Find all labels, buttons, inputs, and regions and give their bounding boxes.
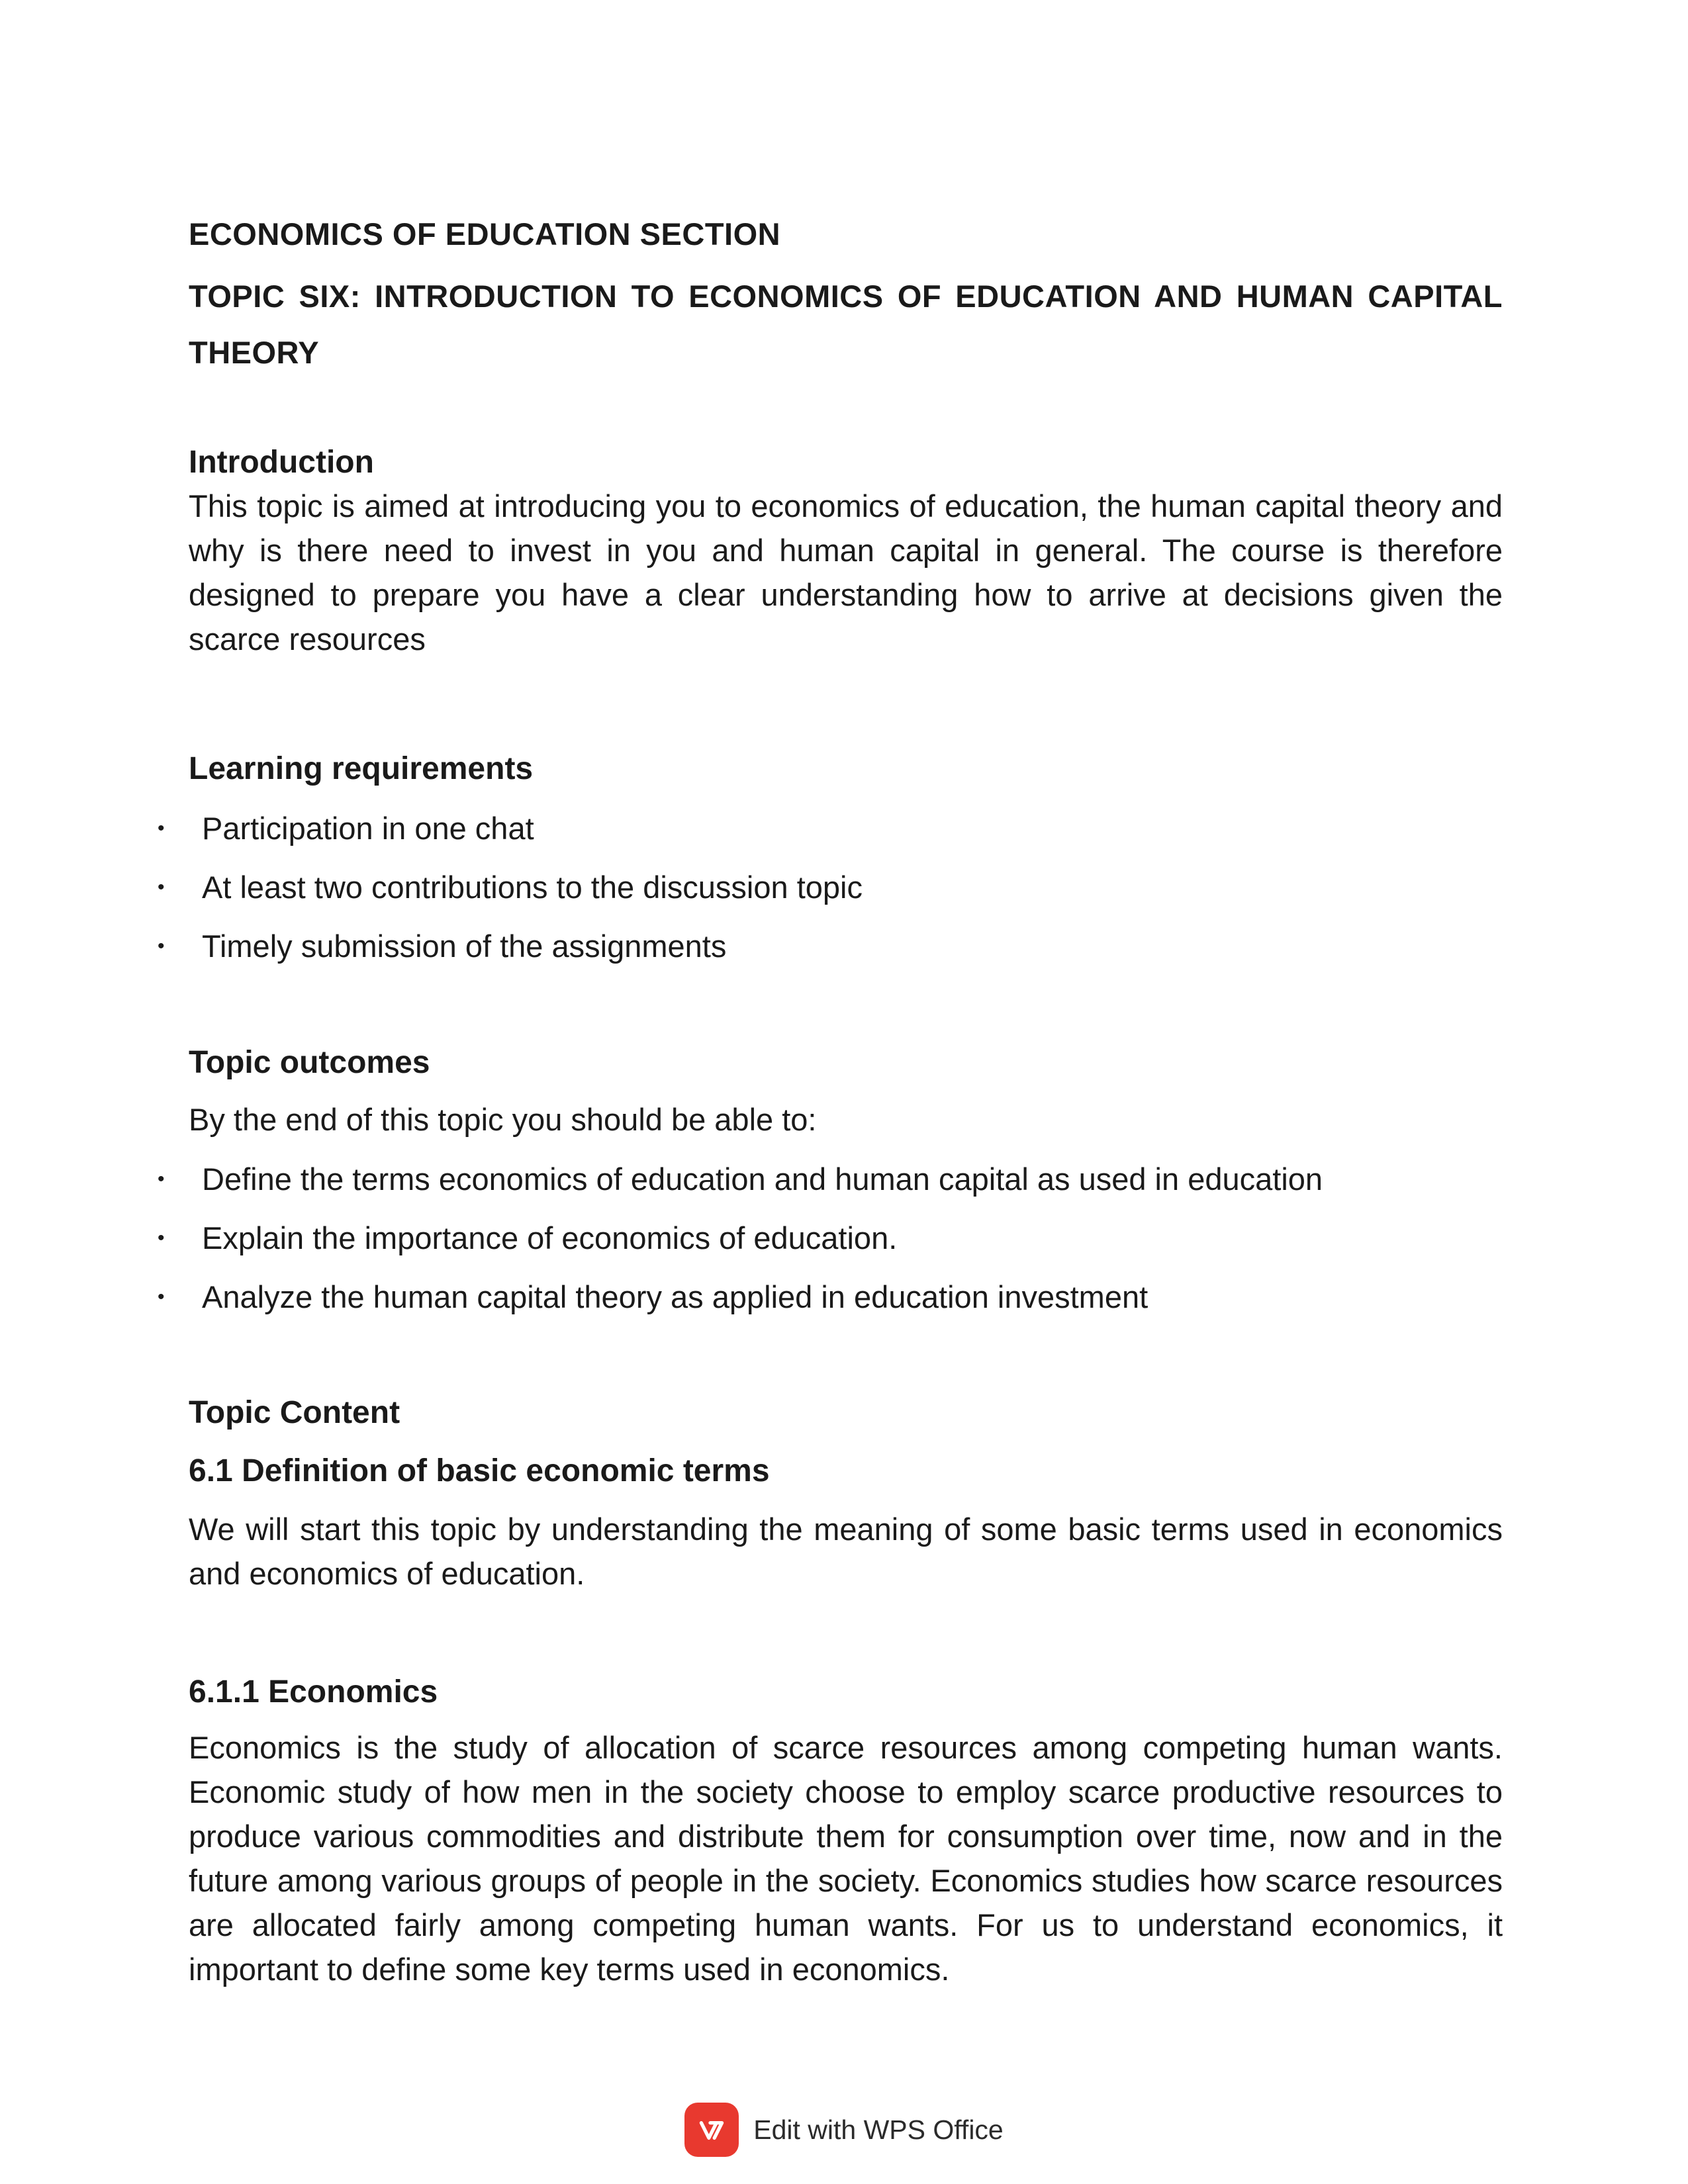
bullet-icon: • (158, 1168, 165, 1190)
wps-logo-icon (684, 2103, 739, 2157)
list-item (158, 865, 1503, 909)
list-item-text: Explain the importance of economics of education. (202, 1220, 898, 1255)
section-61-paragraph: We will start this topic by understanding the meaning of some basic terms used in economics and economics of education. (189, 1512, 1503, 1591)
bullet-icon: • (158, 935, 165, 957)
list-item-text: Participation in one chat (202, 811, 534, 846)
list-item (158, 806, 1503, 850)
list-item-text: Define the terms economics of education and human capital as used in education (202, 1161, 1323, 1197)
section-611-heading: 6.1.1 Economics (189, 1674, 438, 1709)
list-item (158, 1157, 1503, 1201)
topic-outcomes-heading: Topic outcomes (189, 1045, 430, 1080)
list-item-text: At least two contributions to the discussion topic (202, 870, 863, 905)
bullet-icon: • (158, 817, 165, 839)
section-61-heading: 6.1 Definition of basic economic terms (189, 1453, 770, 1488)
learning-requirements-heading: Learning requirements (189, 751, 534, 786)
wps-footer-link[interactable] (0, 2103, 1688, 2157)
section-611-paragraph: Economics is the study of allocation of scarce resources among competing human wants. Economic study of how men in the society choose to employ scarce productive resources to produce various commodities and distribute them for consumption over time, now and in the future among various groups of people in the society. Economics studies how scarce resources are allocated fairly among competing human wants. For us to understand economics, it important to define some key terms used in economics. (189, 1730, 1503, 1987)
learning-requirements-list (158, 806, 1503, 968)
list-item-text: Analyze the human capital theory as applied in education investment (202, 1279, 1149, 1314)
section-title: ECONOMICS OF EDUCATION SECTION (189, 216, 781, 251)
topic-content-heading: Topic Content (189, 1395, 400, 1430)
introduction-paragraph: This topic is aimed at introducing you to economics of education, the human capital theory and why is there need to invest in you and human capital in general. The course is therefore designed to prepare you have a clear understanding how to arrive at decisions given the scarce resources (189, 488, 1503, 657)
topic-outcomes-lead: By the end of this topic you should be able to: (189, 1102, 817, 1137)
introduction-heading: Introduction (189, 445, 374, 480)
list-item-text: Timely submission of the assignments (202, 929, 727, 964)
topic-title: TOPIC SIX: INTRODUCTION TO ECONOMICS OF EDUCATION AND HUMAN CAPITAL THEORY (189, 279, 1503, 370)
list-item (158, 1216, 1503, 1260)
list-item (158, 1275, 1503, 1319)
bullet-icon: • (158, 1286, 165, 1308)
wps-footer-label: Edit with WPS Office (753, 2114, 1004, 2145)
list-item (158, 924, 1503, 968)
bullet-icon: • (158, 876, 165, 898)
topic-outcomes-list (158, 1157, 1503, 1319)
bullet-icon: • (158, 1227, 165, 1249)
